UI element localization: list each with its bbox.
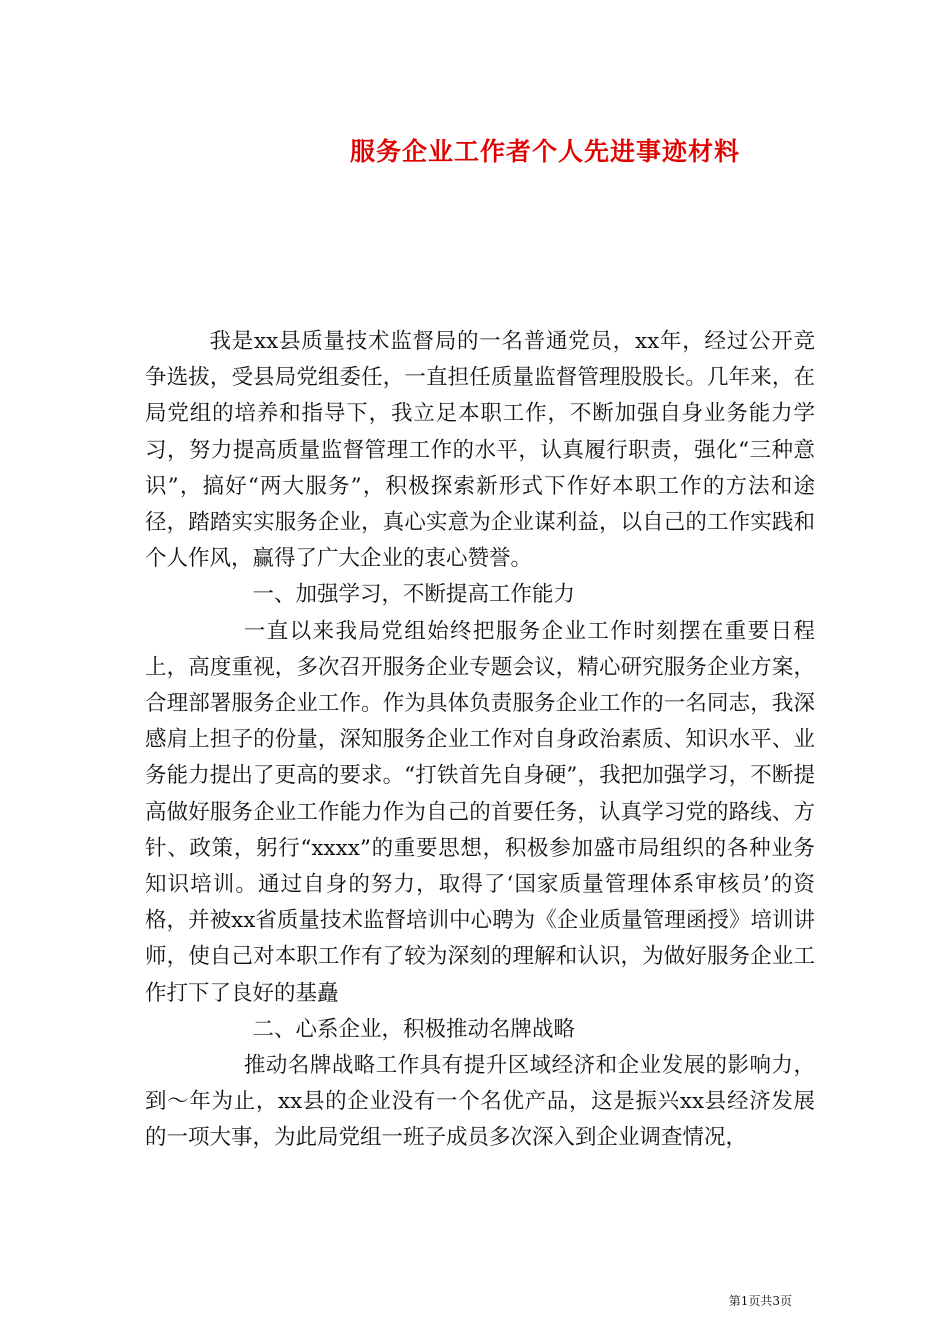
paragraph-section-2: 推动名牌战略工作具有提升区域经济和企业发展的影响力，到～年为止，xx县的企业没有一个名优产品，这是振兴xx县经济发展的一项大事，为此局党组一班子成员多次深入到企业调查情况， — [145, 1053, 815, 1151]
paragraph-intro: 我是xx县质量技术监督局的一名普通党员，xx年，经过公开竞争选拔，受县局党组委任，一直担任质量监督管理股股长。几年来，在局党组的培养和指导下，我立足本职工作，不断加强自身业务能力学习，努力提高质量监督管理工作的水平，认真履行职责，强化“三种意识”，搞好“两大服务”，积极探索新形式下作好本职工作的方法和途径，踏踏实实服务企业，真心实意为企业谋利益，以自己的工作实践和个人作风，赢得了广大企业的衷心赞誉。 — [145, 329, 815, 572]
paragraph-section-1: 一直以来我局党组始终把服务企业工作时刻摆在重要日程上，高度重视，多次召开服务企业专题会议，精心研究服务企业方案，合理部署服务企业工作。作为具体负责服务企业工作的一名同志，我深感肩上担子的份量，深知服务企业工作对自身政治素质、知识水平、业务能力提出了更高的要求。“打铁首先自身硬”，我把加强学习，不断提高做好服务企业工作能力作为自己的首要任务，认真学习党的路线、方针、政策，躬行“xxxx”的重要思想，积极参加盛市局组织的各种业务知识培训。通过自身的努力，取得了‘国家质量管理体系审核员’的资格，并被xx省质量技术监督培训中心聘为《企业质量管理函授》培训讲师，使自己对本职工作有了较为深刻的理解和认识，为做好服务企业工作打下了良好的基矗 — [145, 618, 815, 1006]
document-body — [145, 324, 815, 1157]
page-number-footer: 第1页共3页 — [728, 1294, 792, 1308]
document-title: 服务企业工作者个人先进事迹材料 — [349, 137, 740, 166]
section-heading-1: 一、加强学习，不断提高工作能力 — [252, 582, 576, 608]
section-heading-2: 二、心系企业，积极推动名牌战略 — [252, 1016, 576, 1042]
